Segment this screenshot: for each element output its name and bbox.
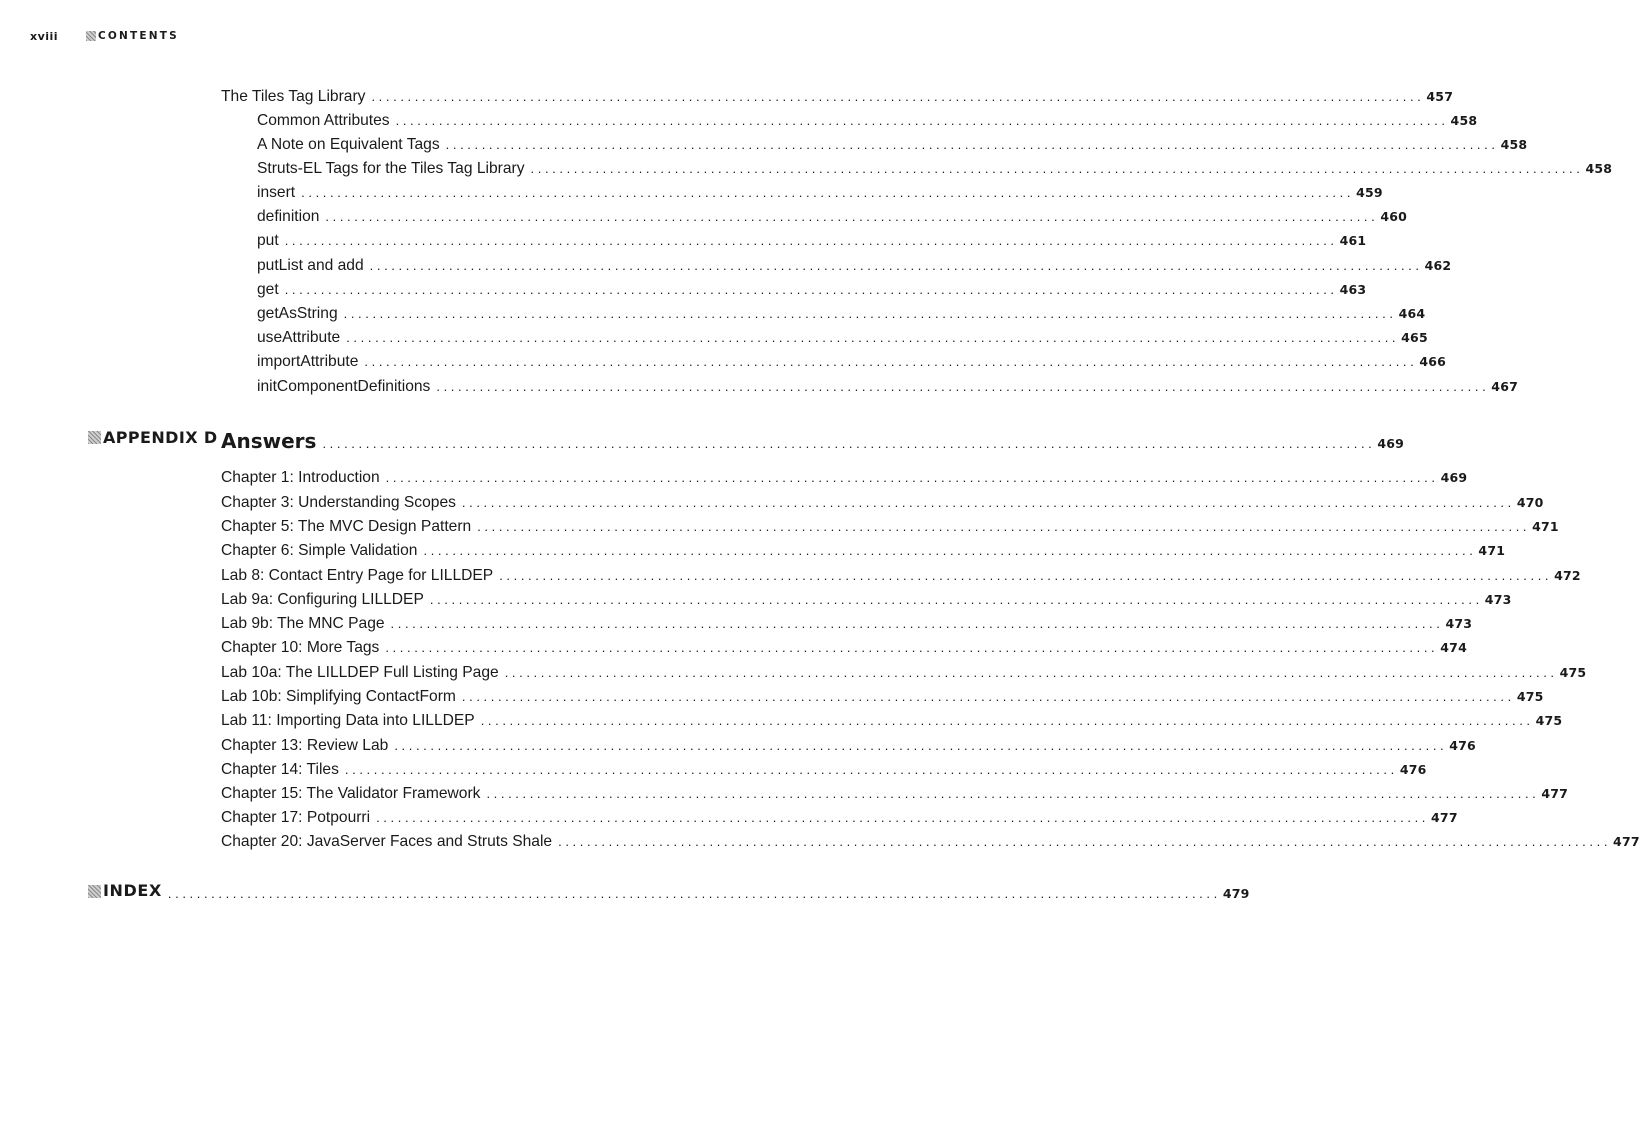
index-label [88, 880, 162, 902]
running-title-text: CONTENTS [98, 30, 179, 42]
toc-entry-page: 463 [1339, 282, 1367, 297]
toc-entry-label: Chapter 17: Potpourri [221, 809, 371, 826]
toc-entry-page: 479 [1222, 885, 1250, 901]
dot-leader: .................................................................................................................................................. [385, 640, 1439, 655]
dot-leader: .................................................................................................................................................. [429, 592, 1483, 607]
toc-entry-label: get [257, 281, 279, 298]
running-header [30, 28, 179, 44]
toc-entry-page: 476 [1399, 762, 1427, 777]
toc-entry-page: 471 [1478, 543, 1506, 558]
dot-leader: .................................................................................................................................................. [344, 762, 1398, 777]
toc-entry-appendix-title [221, 428, 1405, 454]
toc-entry-page: 462 [1424, 258, 1452, 273]
dot-leader: .................................................................................................................................................. [461, 495, 1515, 510]
toc-entry-label: Chapter 14: Tiles [221, 761, 339, 778]
toc-entry-page: 476 [1449, 738, 1476, 753]
toc-entry-index [88, 880, 1250, 902]
dot-leader: .................................................................................................................................................. [504, 665, 1558, 680]
dot-leader: .................................................................................................................................................. [390, 616, 1444, 631]
toc-entry [221, 662, 1587, 684]
toc-entry-page: 475 [1535, 713, 1563, 728]
toc-entry-label: Lab 10a: The LILLDEP Full Listing Page [221, 664, 499, 681]
toc-entry [257, 230, 1367, 252]
dot-leader: .................................................................................................................................................. [167, 885, 1221, 901]
toc-entry-page: 474 [1440, 640, 1467, 655]
toc-entry [221, 710, 1563, 732]
toc-entry-page: 475 [1559, 665, 1587, 680]
dot-leader: .................................................................................................................................................. [461, 689, 1515, 704]
toc-entry-page: 458 [1500, 137, 1528, 152]
toc-entry [221, 759, 1427, 781]
toc-entry-label: Lab 8: Contact Entry Page for LILLDEP [221, 567, 494, 584]
toc-entry-label: Chapter 6: Simple Validation [221, 542, 418, 559]
toc-entry-tiles-tag-library [221, 86, 1454, 108]
toc-entry [257, 206, 1408, 228]
toc-entry-page: 469 [1377, 436, 1405, 451]
dot-leader: .................................................................................................................................................. [394, 738, 1448, 753]
toc-entry [257, 303, 1426, 325]
dot-leader: .................................................................................................................................................. [486, 786, 1540, 801]
toc-entry-label: putList and add [257, 257, 364, 274]
toc-entry-page: 473 [1484, 592, 1512, 607]
toc-entry [221, 467, 1468, 489]
toc-entry [221, 831, 1640, 853]
dot-leader: .................................................................................................................................................. [343, 306, 1397, 321]
dot-leader: .................................................................................................................................................. [371, 89, 1425, 104]
toc-entry-label: Chapter 20: JavaServer Faces and Struts Shale [221, 833, 553, 850]
dot-leader: .................................................................................................................................................. [284, 282, 1338, 297]
toc-entry-label: A Note on Equivalent Tags [257, 136, 440, 153]
toc-entry-label: Lab 9b: The MNC Page [221, 615, 385, 632]
toc-entry-page: 466 [1419, 354, 1447, 369]
toc-entry [257, 158, 1613, 180]
shaded-square-icon [88, 885, 101, 898]
toc-entry [221, 686, 1544, 708]
dot-leader: .................................................................................................................................................. [376, 810, 1430, 825]
dot-leader: .................................................................................................................................................. [477, 519, 1531, 534]
toc-entry [221, 637, 1467, 659]
toc-entry-page: 467 [1491, 379, 1518, 394]
appendix-title: Answers [221, 429, 317, 453]
dot-leader: .................................................................................................................................................. [322, 436, 1376, 451]
toc-entry [257, 351, 1447, 373]
toc-entry-label: Struts-EL Tags for the Tiles Tag Library [257, 160, 525, 177]
running-title [86, 30, 179, 42]
dot-leader: .................................................................................................................................................. [284, 233, 1338, 248]
dot-leader: .................................................................................................................................................. [445, 137, 1499, 152]
toc-entry [257, 255, 1452, 277]
toc-entry-page: 470 [1516, 495, 1544, 510]
toc-entry-label: Chapter 13: Review Lab [221, 737, 389, 754]
dot-leader: .................................................................................................................................................. [499, 568, 1553, 583]
toc-entry-label: put [257, 232, 279, 249]
dot-leader: .................................................................................................................................................. [423, 543, 1477, 558]
shaded-square-icon [86, 31, 96, 41]
toc-entry-label: Lab 11: Importing Data into LILLDEP [221, 712, 475, 729]
toc-entry [221, 735, 1476, 757]
toc-entry [257, 182, 1383, 204]
toc-entry [257, 134, 1528, 156]
toc-entry [221, 783, 1569, 805]
toc-entry [221, 540, 1506, 562]
dot-leader: .................................................................................................................................................. [558, 834, 1612, 849]
toc-entry [257, 376, 1518, 398]
dot-leader: .................................................................................................................................................. [301, 185, 1355, 200]
toc-entry-label: Chapter 5: The MVC Design Pattern [221, 518, 472, 535]
toc-entry [257, 327, 1428, 349]
toc-entry [221, 492, 1544, 514]
toc-entry-page: 460 [1380, 209, 1408, 224]
dot-leader: .................................................................................................................................................. [364, 354, 1418, 369]
toc-entry-page: 475 [1516, 689, 1544, 704]
appendix-label-text: APPENDIX D [103, 428, 218, 447]
toc-entry-page: 458 [1585, 161, 1613, 176]
toc-entry-label: Chapter 15: The Validator Framework [221, 785, 481, 802]
toc-entry [221, 516, 1559, 538]
toc-entry-label: definition [257, 208, 320, 225]
dot-leader: .................................................................................................................................................. [395, 113, 1449, 128]
dot-leader: .................................................................................................................................................. [369, 258, 1423, 273]
toc-entry-page: 459 [1356, 185, 1383, 200]
dot-leader: .................................................................................................................................................. [325, 209, 1379, 224]
dot-leader: .................................................................................................................................................. [530, 161, 1584, 176]
toc-entry-page: 472 [1554, 568, 1581, 583]
toc-entry [221, 613, 1473, 635]
toc-entry-page: 477 [1541, 786, 1569, 801]
toc-entry-page: 464 [1398, 306, 1426, 321]
toc-entry-label: Chapter 1: Introduction [221, 469, 380, 486]
dot-leader: .................................................................................................................................................. [436, 379, 1490, 394]
toc-entry-label: The Tiles Tag Library [221, 88, 366, 105]
dot-leader: .................................................................................................................................................. [385, 470, 1439, 485]
toc-entry-label: Lab 10b: Simplifying ContactForm [221, 688, 456, 705]
page-folio: xviii [30, 29, 59, 43]
toc-entry-label: importAttribute [257, 353, 359, 370]
toc-entry-label: Chapter 3: Understanding Scopes [221, 494, 456, 511]
toc-entry-page: 458 [1450, 113, 1478, 128]
toc-entry-page: 457 [1426, 89, 1454, 104]
appendix-label [88, 428, 218, 447]
toc-entry-page: 471 [1532, 519, 1559, 534]
toc-entry-label: Lab 9a: Configuring LILLDEP [221, 591, 424, 608]
shaded-square-icon [88, 431, 101, 444]
index-label-text: INDEX [103, 881, 162, 900]
dot-leader: .................................................................................................................................................. [346, 330, 1400, 345]
toc-entry-page: 461 [1339, 233, 1367, 248]
toc-entry-label: insert [257, 184, 296, 201]
toc-entry [257, 279, 1367, 301]
toc-entry [257, 110, 1478, 132]
toc-entry-page: 465 [1401, 330, 1428, 345]
toc-entry-label: Chapter 10: More Tags [221, 639, 380, 656]
toc-entry-page: 477 [1613, 834, 1640, 849]
toc-entry-label: Common Attributes [257, 112, 390, 129]
toc-entry-page: 469 [1440, 470, 1468, 485]
toc-entry [221, 589, 1512, 611]
toc-entry-label: initComponentDefinitions [257, 378, 431, 395]
toc-entry-page: 477 [1431, 810, 1458, 825]
toc-entry-label: useAttribute [257, 329, 341, 346]
toc-entry-label: getAsString [257, 305, 338, 322]
toc-entry [221, 807, 1458, 829]
dot-leader: .................................................................................................................................................. [480, 713, 1534, 728]
toc-entry-page: 473 [1445, 616, 1473, 631]
toc-entry [221, 565, 1581, 587]
